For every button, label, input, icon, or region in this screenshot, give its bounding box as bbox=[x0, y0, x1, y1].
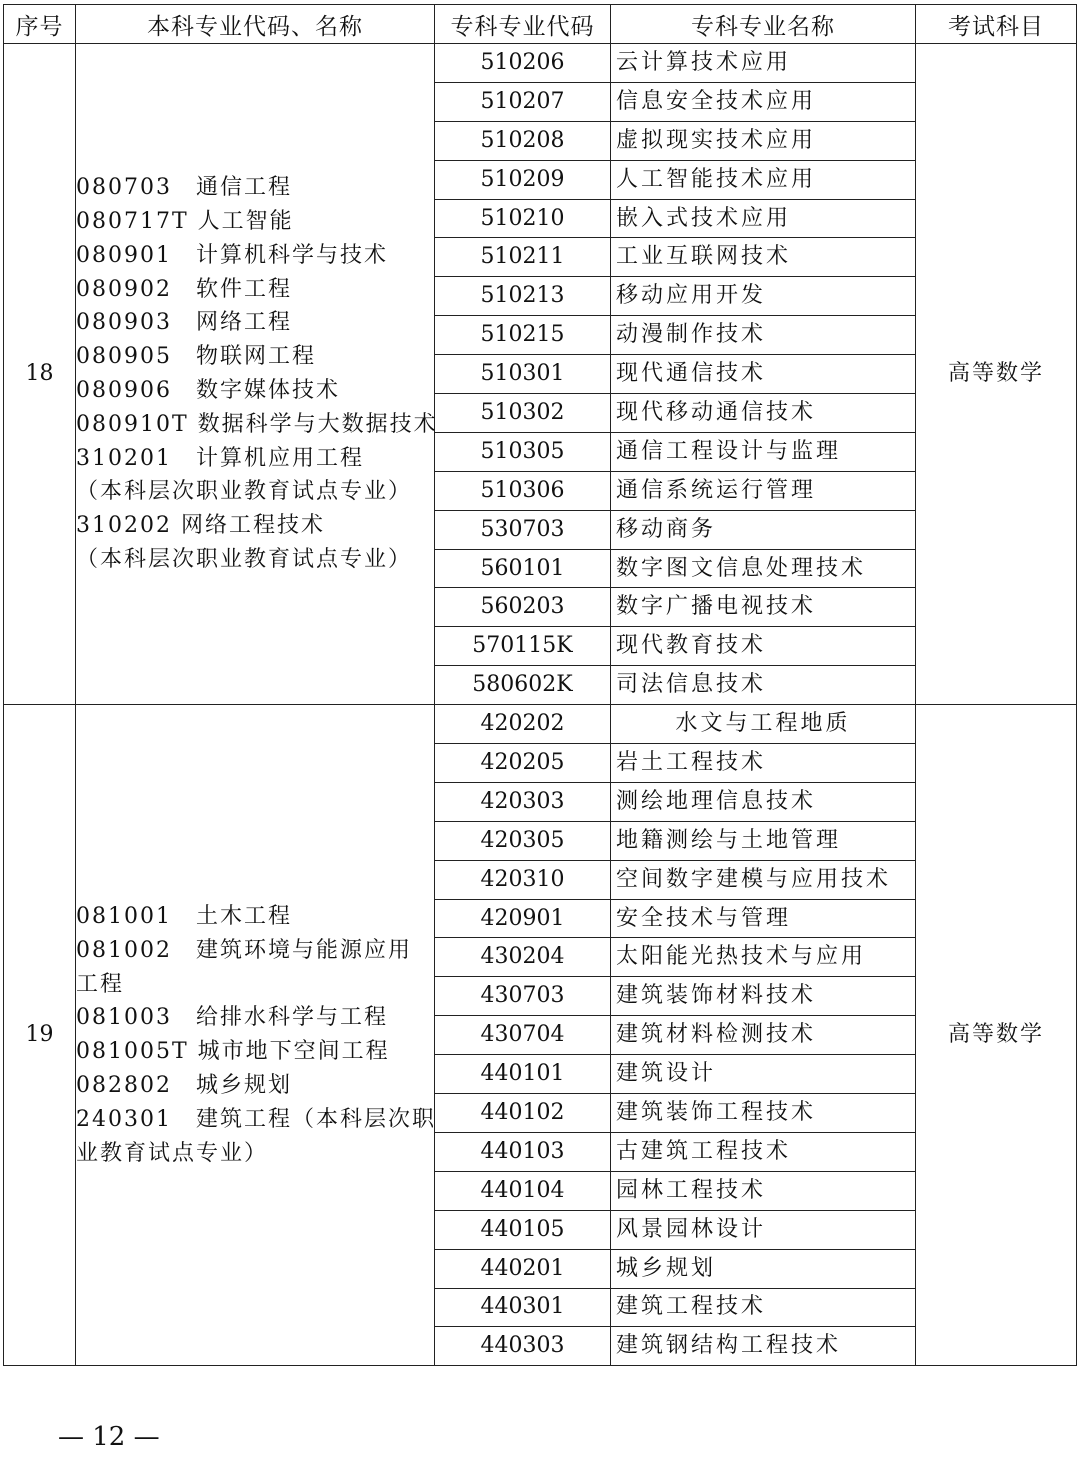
seq-cell: 19 bbox=[4, 705, 76, 1366]
bachelor-major-line: 240301 建筑工程（本科层次职 bbox=[76, 1106, 436, 1132]
college-major-code: 420303 bbox=[435, 782, 611, 821]
bachelor-major-line: 081005T 城市地下空间工程 bbox=[76, 1039, 390, 1065]
college-major-code: 430204 bbox=[435, 938, 611, 977]
college-major-code: 570115K bbox=[435, 627, 611, 666]
bachelor-major-line: 081003 给排水科学与工程 bbox=[76, 1005, 388, 1031]
college-major-code: 530703 bbox=[435, 510, 611, 549]
college-major-name: 建筑设计 bbox=[611, 1055, 916, 1094]
bachelor-major-line: 080910T 数据科学与大数据技术 bbox=[76, 411, 438, 437]
college-major-code: 560101 bbox=[435, 549, 611, 588]
college-major-code: 420310 bbox=[435, 860, 611, 899]
college-major-name: 虚拟现实技术应用 bbox=[611, 121, 916, 160]
header-college-code: 专科专业代码 bbox=[435, 5, 611, 44]
bachelor-major-line: 080902 软件工程 bbox=[76, 276, 292, 302]
college-major-name: 通信工程设计与监理 bbox=[611, 432, 916, 471]
college-major-name: 太阳能光热技术与应用 bbox=[611, 938, 916, 977]
college-major-code: 510305 bbox=[435, 432, 611, 471]
college-major-name: 岩土工程技术 bbox=[611, 744, 916, 783]
bachelor-major-line: 081002 建筑环境与能源应用 bbox=[76, 937, 412, 963]
bachelor-major-line: 080903 网络工程 bbox=[76, 310, 292, 336]
college-major-name: 空间数字建模与应用技术 bbox=[611, 860, 916, 899]
bachelor-major-line: 081001 土木工程 bbox=[76, 904, 292, 930]
college-major-name: 安全技术与管理 bbox=[611, 899, 916, 938]
college-major-name: 嵌入式技术应用 bbox=[611, 199, 916, 238]
college-major-code: 510206 bbox=[435, 44, 611, 83]
college-major-name: 城乡规划 bbox=[611, 1249, 916, 1288]
college-major-code: 440105 bbox=[435, 1210, 611, 1249]
bachelor-major-line: 310202 网络工程技术 bbox=[76, 513, 325, 539]
college-major-code: 420202 bbox=[435, 705, 611, 744]
college-major-code: 560203 bbox=[435, 588, 611, 627]
header-seq: 序号 bbox=[4, 5, 76, 44]
college-major-code: 440102 bbox=[435, 1094, 611, 1133]
college-major-name: 建筑工程技术 bbox=[611, 1288, 916, 1327]
bachelor-major-line: 080905 物联网工程 bbox=[76, 344, 316, 370]
college-major-code: 430703 bbox=[435, 977, 611, 1016]
college-major-name: 建筑钢结构工程技术 bbox=[611, 1327, 916, 1366]
college-major-code: 440201 bbox=[435, 1249, 611, 1288]
college-major-code: 440104 bbox=[435, 1171, 611, 1210]
majors-table bbox=[3, 4, 1077, 1366]
bachelor-major-line: 080703 通信工程 bbox=[76, 175, 292, 201]
college-major-code: 420205 bbox=[435, 744, 611, 783]
header-exam-subject: 考试科目 bbox=[916, 5, 1077, 44]
bachelor-major-line: 080906 数字媒体技术 bbox=[76, 378, 340, 404]
college-major-name: 水文与工程地质 bbox=[611, 705, 916, 744]
college-major-code: 440301 bbox=[435, 1288, 611, 1327]
bachelor-major-line: 080717T 人工智能 bbox=[76, 209, 294, 235]
seq-cell: 18 bbox=[4, 44, 76, 705]
college-major-name: 园林工程技术 bbox=[611, 1171, 916, 1210]
college-major-name: 人工智能技术应用 bbox=[611, 160, 916, 199]
table-row bbox=[4, 705, 1077, 744]
college-major-name: 移动商务 bbox=[611, 510, 916, 549]
bachelor-major-line: 310201 计算机应用工程 bbox=[76, 445, 364, 471]
header-college-name: 专科专业名称 bbox=[611, 5, 916, 44]
college-major-name: 建筑装饰材料技术 bbox=[611, 977, 916, 1016]
table-body bbox=[4, 44, 1077, 1366]
college-major-code: 510208 bbox=[435, 121, 611, 160]
college-major-code: 510209 bbox=[435, 160, 611, 199]
college-major-code: 430704 bbox=[435, 1016, 611, 1055]
bachelor-major-line: （本科层次职业教育试点专业） bbox=[76, 479, 413, 505]
exam-subject-cell: 高等数学 bbox=[916, 705, 1077, 1366]
college-major-code: 420901 bbox=[435, 899, 611, 938]
college-major-name: 现代教育技术 bbox=[611, 627, 916, 666]
college-major-name: 现代通信技术 bbox=[611, 355, 916, 394]
college-major-name: 现代移动通信技术 bbox=[611, 394, 916, 433]
college-major-name: 地籍测绘与土地管理 bbox=[611, 821, 916, 860]
college-major-name: 工业互联网技术 bbox=[611, 238, 916, 277]
college-major-code: 510302 bbox=[435, 394, 611, 433]
header-row bbox=[4, 5, 1077, 44]
college-major-code: 440101 bbox=[435, 1055, 611, 1094]
college-major-name: 风景园林设计 bbox=[611, 1210, 916, 1249]
bachelor-major-line: 业教育试点专业） bbox=[76, 1140, 269, 1166]
page-number: — 12 — bbox=[58, 1422, 160, 1452]
bachelor-major-line: 082802 城乡规划 bbox=[76, 1073, 292, 1098]
bachelor-major-line: 工程 bbox=[76, 971, 125, 997]
college-major-code: 440303 bbox=[435, 1327, 611, 1366]
college-major-name: 数字广播电视技术 bbox=[611, 588, 916, 627]
bachelor-major-line: （本科层次职业教育试点专业） bbox=[76, 547, 413, 573]
exam-subject-cell: 高等数学 bbox=[916, 44, 1077, 705]
college-major-code: 510213 bbox=[435, 277, 611, 316]
college-major-name: 移动应用开发 bbox=[611, 277, 916, 316]
bachelor-majors-cell bbox=[76, 705, 435, 1366]
college-major-code: 510306 bbox=[435, 471, 611, 510]
college-major-code: 510207 bbox=[435, 82, 611, 121]
college-major-code: 510301 bbox=[435, 355, 611, 394]
college-major-code: 580602K bbox=[435, 666, 611, 705]
table-row bbox=[4, 44, 1077, 83]
college-major-name: 数字图文信息处理技术 bbox=[611, 549, 916, 588]
college-major-name: 测绘地理信息技术 bbox=[611, 782, 916, 821]
college-major-name: 古建筑工程技术 bbox=[611, 1132, 916, 1171]
college-major-name: 云计算技术应用 bbox=[611, 44, 916, 83]
college-major-code: 440103 bbox=[435, 1132, 611, 1171]
bachelor-majors-cell bbox=[76, 44, 438, 705]
bachelor-major-line: 080901 计算机科学与技术 bbox=[76, 242, 388, 268]
college-major-name: 建筑装饰工程技术 bbox=[611, 1094, 916, 1133]
college-major-code: 510210 bbox=[435, 199, 611, 238]
header-bachelor-major: 本科专业代码、名称 bbox=[76, 5, 435, 44]
college-major-name: 信息安全技术应用 bbox=[611, 82, 916, 121]
college-major-code: 510211 bbox=[435, 238, 611, 277]
college-major-name: 通信系统运行管理 bbox=[611, 471, 916, 510]
college-major-code: 420305 bbox=[435, 821, 611, 860]
college-major-code: 510215 bbox=[435, 316, 611, 355]
college-major-name: 动漫制作技术 bbox=[611, 316, 916, 355]
college-major-name: 司法信息技术 bbox=[611, 666, 916, 705]
college-major-name: 建筑材料检测技术 bbox=[611, 1016, 916, 1055]
